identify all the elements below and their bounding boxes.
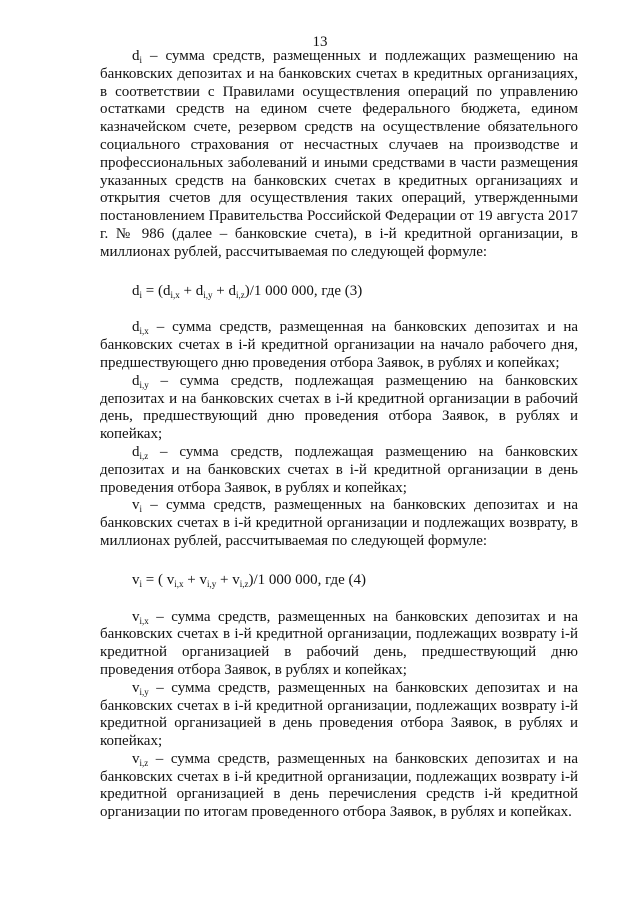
definition-d-iz: $d_{i,z}$ – сумма средств, подлежащая размещению на банковских депозитах и на банковских счетах в i-й кредитной организации в день проведения отбора Заявок, в рублях и копейках; — [100, 443, 578, 496]
page-number: 13 — [312, 34, 328, 50]
definition-d-i: $d_i$ – сумма средств, размещенных и подлежащих размещению на банковских депозитах и на банковских счетах в кредитных организациях, в соответствии с Правилами осуществления операций по управлению остатками средств на едином счете федерального бюджета, едином казначейском счете, резервом средств на осуществление обязательного социального страхования от несчастных случаев на производстве и профессиональных заболеваний и иными средствами в части размещения указанных средств на банковских счетах в кредитных организациях и открытия счетов для осуществления таких операций, утвержденными постановлением Правительства Российской Федерации от 19 августа 2017 г. № 986 (далее – банковские счета), в i-й кредитной организации, в миллионах рублей, рассчитываемая по следующей формуле: — [100, 48, 578, 260]
formula-4: $v_i$ = ( $v_{i,x} + v_{i,y} + v_{i,z})/1$ 000 000, где (4) — [132, 571, 367, 589]
document-body — [100, 48, 578, 822]
definition-v-iy: $v_{i,y}$ – сумма средств, размещенных на банковских депозитах и на банковских счетах в i-й кредитной организации, подлежащих возврату i-й кредитной организацией в день проведения отбора Заявок, в рублях и копейках; — [100, 679, 578, 750]
formula-3: $d_i = (d_{i,x} + d_{i,y} + d_{i,z})/1$ 000 000, где (3) — [132, 282, 363, 300]
definition-v-i: $v_i$ – сумма средств, размещенных на банковских депозитах и на банковских счетах в i-й кредитной организации и подлежащих возврату, в миллионах рублей, рассчитываемая по следующей формуле: — [100, 497, 578, 549]
definition-d-ix: $d_{i,x}$ – сумма средств, размещенная на банковских депозитах и на банковских счетах в i-й кредитной организации на начало рабочего дня, предшествующего дню проведения отбора Заявок, в рублях и копейках; — [100, 319, 578, 371]
definition-d-iy: $d_{i,y}$ – сумма средств, подлежащая размещению на банковских депозитах и на банковских счетах в i-й кредитной организации в рабочий день, предшествующий дню проведения отбора Заявок, в рублях и копейках; — [100, 372, 578, 443]
definition-v-ix: $v_{i,x}$ – сумма средств, размещенных на банковских депозитах и на банковских счетах в i-й кредитной организации, подлежащих возврату i-й кредитной организацией в рабочий день, предшествующий дню проведения отбора Заявок, в рублях и копейках; — [100, 608, 578, 678]
definition-v-iz: $v_{i,z}$ – сумма средств, размещенных на банковских депозитах и на банковских счетах в i-й кредитной организации, подлежащих возврату i-й кредитной организацией в день перечисления средств i-й кредитной организации по итогам проведенного отбора Заявок, в рублях и копейках. — [100, 750, 578, 821]
